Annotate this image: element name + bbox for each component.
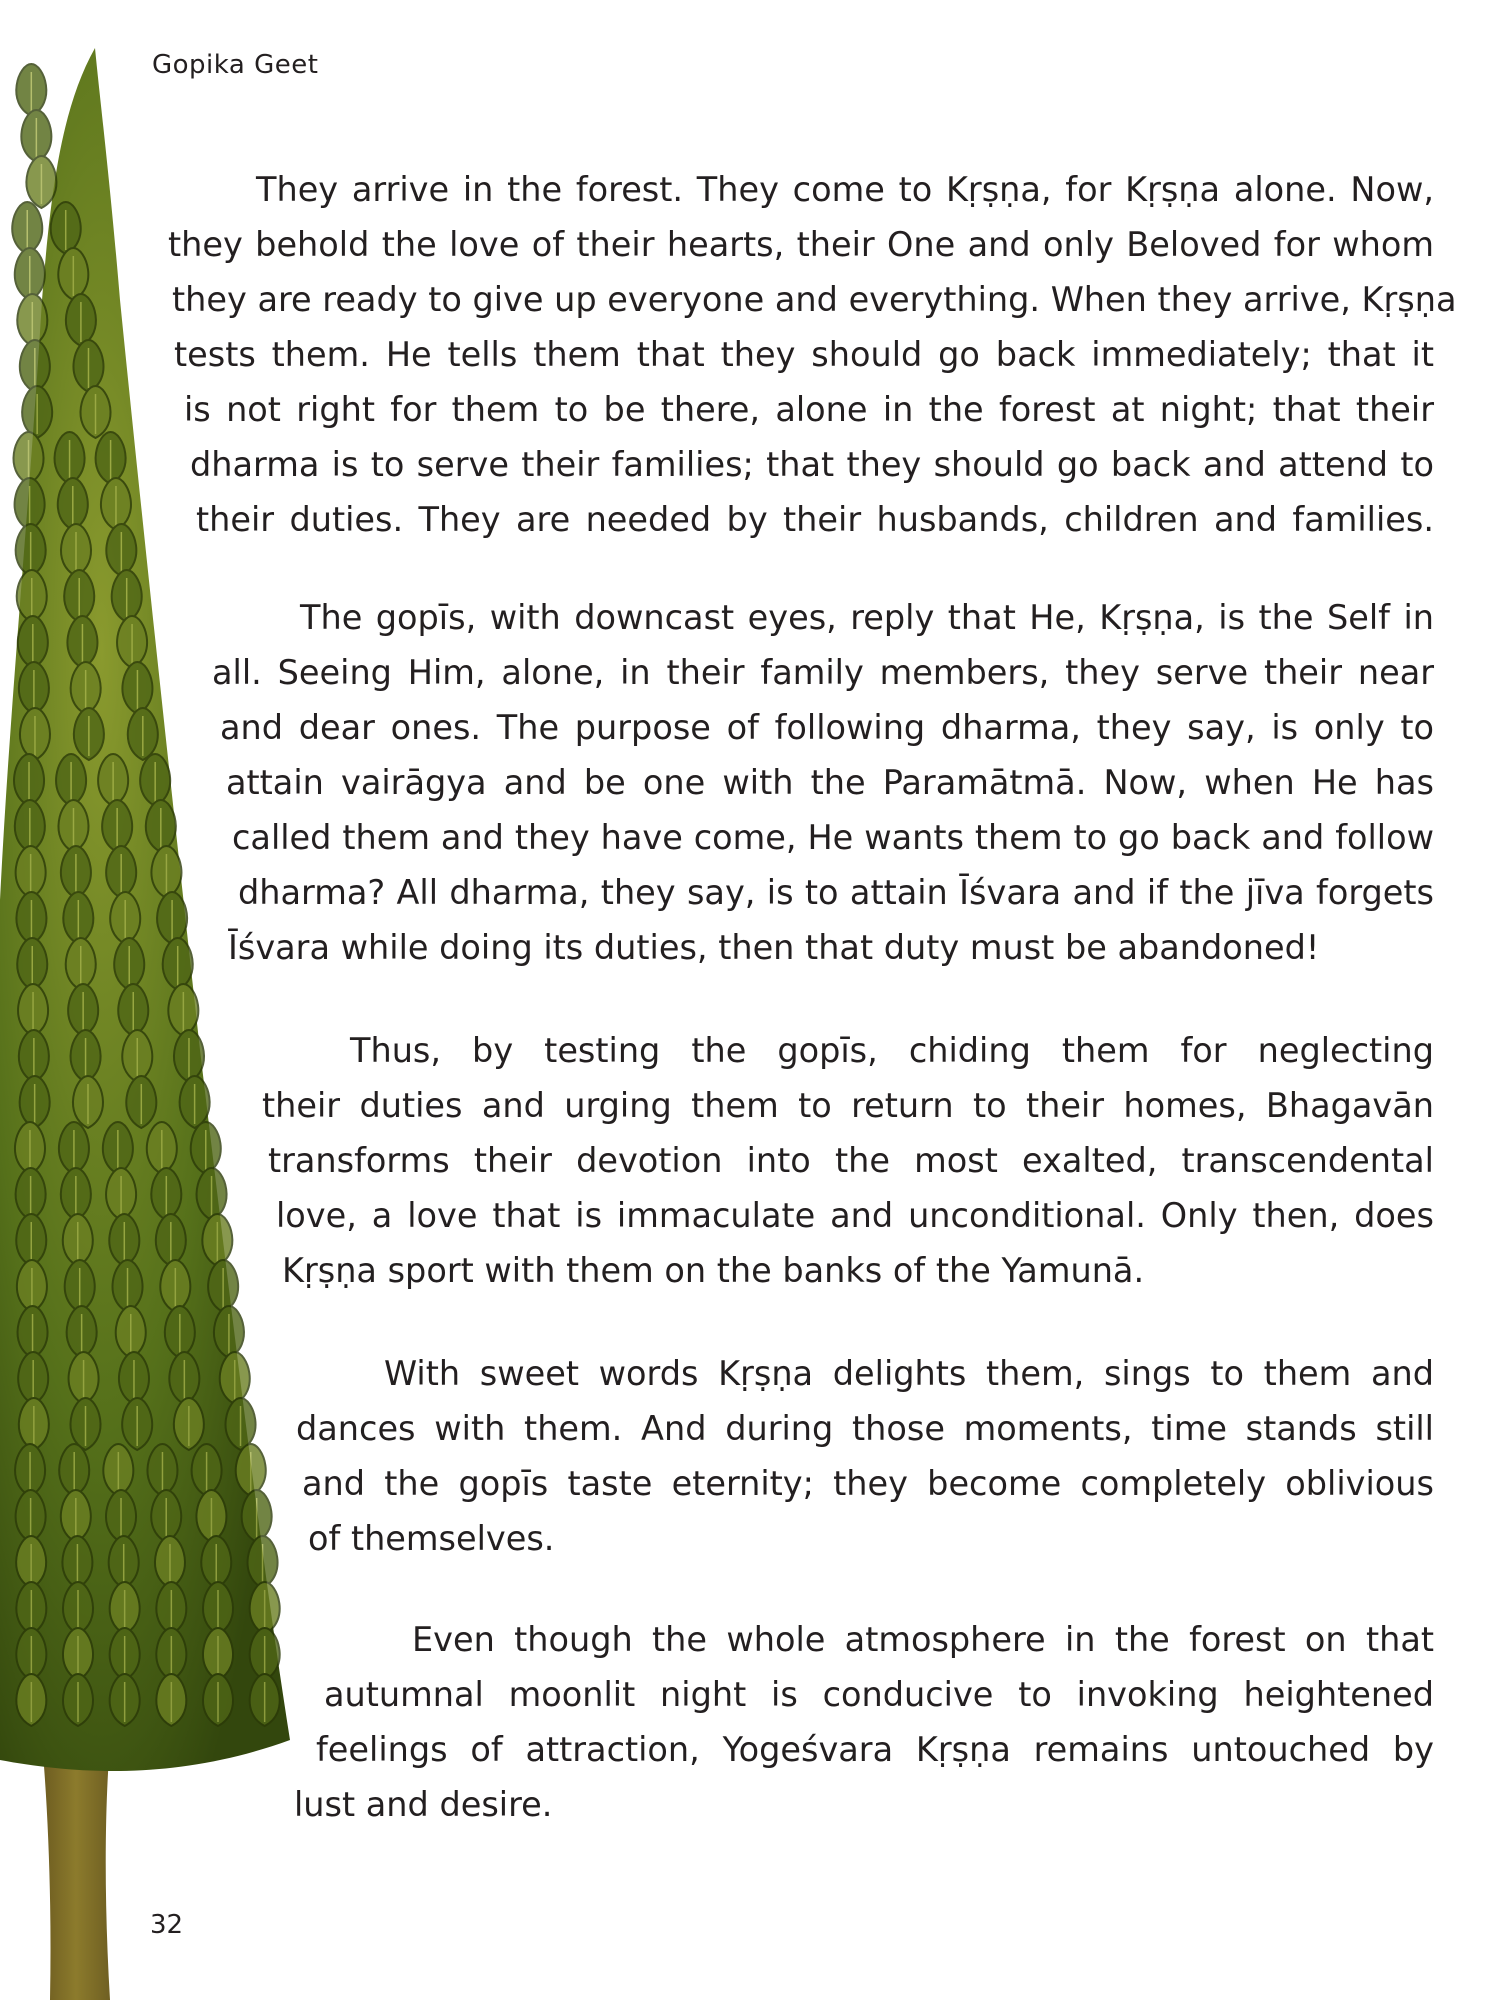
paragraph-line: Thus, by testing the gopīs, chiding them for neglecting: [350, 1031, 1434, 1070]
paragraph-line: tests them. He tells them that they should go back immediately; that it: [174, 335, 1434, 374]
paragraph-line: Even though the whole atmosphere in the forest on that: [412, 1620, 1434, 1659]
paragraph-line: their duties and urging them to return to their homes, Bhagavān: [262, 1086, 1434, 1125]
paragraph-line: and the gopīs taste eternity; they become completely oblivious: [302, 1464, 1434, 1503]
paragraph-line: lust and desire.: [294, 1785, 553, 1824]
paragraph-line: called them and they have come, He wants them to go back and follow: [232, 818, 1434, 857]
paragraph-2: [212, 590, 1434, 975]
paragraph-line: With sweet words Kṛṣṇa delights them, sings to them and: [384, 1354, 1434, 1393]
paragraph-line: is not right for them to be there, alone in the forest at night; that their: [184, 390, 1434, 429]
paragraph-line: of themselves.: [308, 1519, 555, 1558]
paragraph-line: Īśvara while doing its duties, then that duty must be abandoned!: [228, 928, 1320, 967]
paragraph-line: their duties. They are needed by their husbands, children and families.: [196, 500, 1434, 539]
paragraph-line: Kṛṣṇa sport with them on the banks of the Yamunā.: [282, 1251, 1145, 1290]
paragraph-line: love, a love that is immaculate and unconditional. Only then, does: [276, 1196, 1434, 1235]
paragraph-5: [294, 1612, 1434, 1832]
paragraph-line: they are ready to give up everyone and everything. When they arrive, Kṛṣṇa: [172, 280, 1457, 319]
paragraph-line: They arrive in the forest. They come to Kṛṣṇa, for Kṛṣṇa alone. Now,: [256, 170, 1434, 209]
paragraph-line: feelings of attraction, Yogeśvara Kṛṣṇa remains untouched by: [316, 1730, 1434, 1769]
paragraph-1: [168, 162, 1457, 547]
page-number: 32: [150, 1910, 184, 1940]
paragraph-4: [296, 1346, 1434, 1566]
paragraph-line: all. Seeing Him, alone, in their family members, they serve their near: [212, 653, 1434, 692]
paragraph-line: attain vairāgya and be one with the Paramātmā. Now, when He has: [226, 763, 1434, 802]
running-head: Gopika Geet: [152, 50, 319, 80]
paragraph-line: and dear ones. The purpose of following dharma, they say, is only to: [220, 708, 1434, 747]
paragraph-line: they behold the love of their hearts, their One and only Beloved for whom: [168, 225, 1434, 264]
paragraph-3: [262, 1023, 1434, 1298]
paragraph-line: dharma? All dharma, they say, is to attain Īśvara and if the jīva forgets: [238, 873, 1434, 912]
paragraph-line: autumnal moonlit night is conducive to invoking heightened: [324, 1675, 1434, 1714]
paragraph-line: dharma is to serve their families; that they should go back and attend to: [190, 445, 1434, 484]
paragraph-line: transforms their devotion into the most exalted, transcendental: [268, 1141, 1434, 1180]
paragraph-line: dances with them. And during those moments, time stands still: [296, 1409, 1434, 1448]
paragraph-line: The gopīs, with downcast eyes, reply that He, Kṛṣṇa, is the Self in: [300, 598, 1434, 637]
